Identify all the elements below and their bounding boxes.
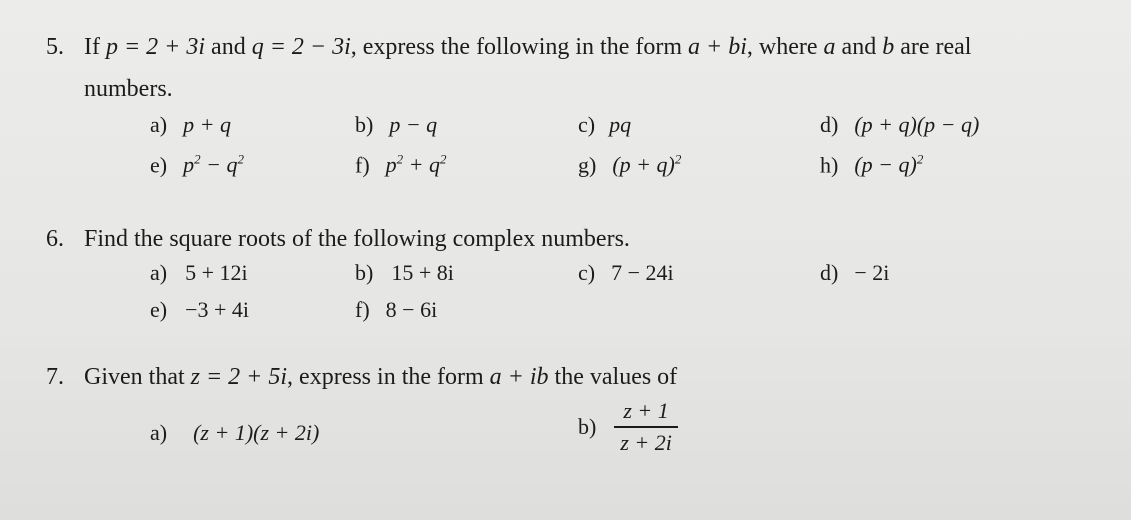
part-expression: p − q <box>389 112 438 137</box>
q5-q-definition: q = 2 − 3i <box>251 34 351 60</box>
exponent: 2 <box>396 152 404 167</box>
q5-intro-express: , express the following in the form <box>350 34 683 60</box>
part-expression: (z + 1)(z + 2i) <box>193 420 320 445</box>
exponent: 2 <box>916 152 924 167</box>
q6-part-f <box>355 297 437 323</box>
part-expression: 15 + 8i <box>391 260 454 285</box>
exponent: 2 <box>440 152 447 167</box>
part-label: e) <box>150 297 168 322</box>
q5-part-c <box>578 112 631 138</box>
part-expression: p + q <box>183 112 231 137</box>
part-expression: −3 + 4i <box>185 297 250 322</box>
part-expression <box>854 152 923 177</box>
question-6-text: Find the square roots of the following complex numbers. <box>84 226 630 252</box>
q5-intro-real: are real <box>900 34 972 60</box>
q7-values-of: the values of <box>554 364 678 390</box>
q5-part-f <box>355 152 447 178</box>
fraction-numerator: z + 1 <box>614 398 678 428</box>
q5-part-g <box>578 152 681 178</box>
q7-z-definition: z = 2 + 5i <box>190 364 288 390</box>
question-5-number: 5. <box>46 34 64 60</box>
q7-part-b <box>578 398 678 456</box>
q5-part-h <box>820 152 923 178</box>
q5-intro-where: , where <box>746 34 818 60</box>
fraction-expression <box>614 398 678 456</box>
part-label: a) <box>150 420 168 445</box>
part-expression: 8 − 6i <box>385 297 438 322</box>
q6-part-e <box>150 297 249 323</box>
q5-and: and <box>211 34 246 60</box>
q6-part-d <box>820 260 889 286</box>
part-label: e) <box>150 152 168 178</box>
part-label: f) <box>355 297 370 322</box>
part-label: d) <box>820 112 839 137</box>
part-expression <box>183 152 244 177</box>
part-label: a) <box>150 260 168 285</box>
question-7-number: 7. <box>46 364 64 390</box>
part-label: h) <box>820 152 839 178</box>
question-7-text <box>84 364 677 391</box>
base-expression: (p + q) <box>612 152 675 178</box>
part-expression <box>386 152 447 177</box>
base-p: p <box>385 152 397 178</box>
q5-part-d <box>820 112 979 138</box>
q5-part-b <box>355 112 437 138</box>
q5-var-b: b <box>882 34 895 60</box>
base-q: q <box>429 152 441 178</box>
question-5-line-2: numbers. <box>84 76 173 102</box>
part-label: g) <box>578 152 597 178</box>
q7-given-that: Given that <box>84 364 185 390</box>
q7-part-a <box>150 420 319 446</box>
q7-form: a + ib <box>489 364 549 390</box>
q6-part-a <box>150 260 248 286</box>
base-p: p <box>183 152 195 178</box>
part-label: f) <box>355 152 370 178</box>
operator: − <box>200 152 227 178</box>
fraction-denominator: z + 2i <box>620 430 672 455</box>
q5-var-a: a <box>823 34 836 60</box>
q5-intro-if: If <box>84 34 100 60</box>
q5-and-2: and <box>841 34 877 60</box>
q6-part-b <box>355 260 454 286</box>
q5-form: a + bi <box>688 34 747 60</box>
part-expression: − 2i <box>854 260 890 285</box>
part-label: c) <box>578 112 596 137</box>
part-label: c) <box>578 260 596 285</box>
q5-p-definition: p = 2 + 3i <box>105 34 206 60</box>
base-q: q <box>226 152 238 178</box>
part-expression: 7 − 24i <box>611 260 674 285</box>
base-expression: (p − q) <box>854 152 917 178</box>
q7-express: , express in the form <box>287 364 484 390</box>
exponent: 2 <box>237 152 244 167</box>
q6-part-c <box>578 260 674 286</box>
part-label: a) <box>150 112 168 137</box>
part-label: d) <box>820 260 839 285</box>
part-label: b) <box>355 260 374 285</box>
part-expression: pq <box>609 112 632 137</box>
part-label: b) <box>578 414 597 439</box>
question-6-number: 6. <box>46 226 64 252</box>
q5-part-e <box>150 152 244 178</box>
exponent: 2 <box>194 152 201 167</box>
part-expression: (p + q)(p − q) <box>854 112 980 137</box>
part-expression: 5 + 12i <box>185 260 248 285</box>
question-5-line-1 <box>84 34 971 61</box>
operator: + <box>403 152 430 178</box>
part-label: b) <box>355 112 374 137</box>
q5-part-a <box>150 112 231 138</box>
exponent: 2 <box>674 152 682 167</box>
part-expression <box>612 152 681 177</box>
